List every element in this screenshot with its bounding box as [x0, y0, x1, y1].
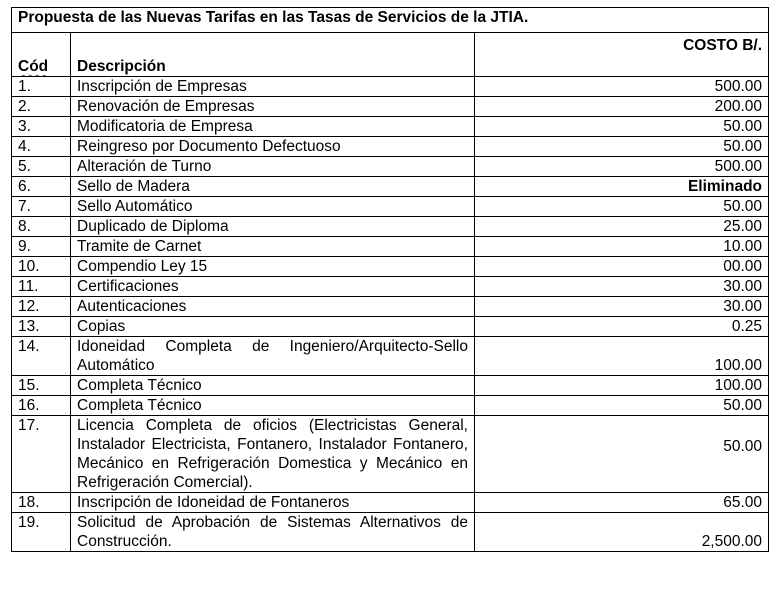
table-row [12, 157, 769, 177]
row-costo: 65.00 [475, 493, 769, 513]
row-descripcion: Sello Automático [71, 197, 475, 217]
row-cod: 10. [12, 257, 71, 277]
row-descripcion: Inscripción de Idoneidad de Fontaneros [71, 493, 475, 513]
table-row [12, 217, 769, 237]
table-row [12, 376, 769, 396]
row-descripcion: Alteración de Turno [71, 157, 475, 177]
table-row [12, 513, 769, 552]
row-cod: 4. [12, 137, 71, 157]
row-cod: 5. [12, 157, 71, 177]
row-costo: 50.00 [475, 197, 769, 217]
row-cod: 13. [12, 317, 71, 337]
row-cod: 16. [12, 396, 71, 416]
row-descripcion: Completa Técnico [71, 376, 475, 396]
row-cod: 11. [12, 277, 71, 297]
row-costo-eliminado: Eliminado [475, 177, 769, 197]
row-costo: 25.00 [475, 217, 769, 237]
row-cod: 19. [12, 513, 71, 552]
row-descripcion: Autenticaciones [71, 297, 475, 317]
title-row [12, 8, 769, 33]
row-descripcion: Certificaciones [71, 277, 475, 297]
row-costo: 200.00 [475, 97, 769, 117]
header-cod: Cód [12, 33, 71, 77]
row-cod: 15. [12, 376, 71, 396]
table-row [12, 117, 769, 137]
header-row [12, 33, 769, 77]
header-costo: COSTO B/. [475, 33, 769, 77]
table-row [12, 396, 769, 416]
table-row [12, 197, 769, 217]
table-row [12, 317, 769, 337]
row-costo: 500.00 [475, 77, 769, 97]
row-costo: 50.00 [475, 117, 769, 137]
table-row [12, 493, 769, 513]
row-costo: 50.00 [475, 396, 769, 416]
row-cod: 7. [12, 197, 71, 217]
row-costo: 100.00 [475, 337, 769, 376]
row-descripcion: Licencia Completa de oficios (Electricistas General, Instalador Electricista, Fontanero, Instalador Fontanero, Mecánico en Refrigeración Domestica y Mecánico en Refrigeración Comercial). [71, 416, 475, 493]
row-descripcion: Modificatoria de Empresa [71, 117, 475, 137]
row-descripcion: Solicitud de Aprobación de Sistemas Alternativos de Construcción. [71, 513, 475, 552]
row-costo: 50.00 [475, 416, 769, 493]
row-costo: 500.00 [475, 157, 769, 177]
row-cod: 9. [12, 237, 71, 257]
row-cod: 14. [12, 337, 71, 376]
table-row [12, 277, 769, 297]
row-descripcion: Reingreso por Documento Defectuoso [71, 137, 475, 157]
table-row [12, 177, 769, 197]
table-row [12, 77, 769, 97]
row-descripcion: Copias [71, 317, 475, 337]
row-costo: 0.25 [475, 317, 769, 337]
row-cod: 12. [12, 297, 71, 317]
tarifas-table [11, 7, 769, 552]
table-row [12, 137, 769, 157]
row-cod: 1. [12, 77, 71, 97]
table-row [12, 237, 769, 257]
table-row [12, 416, 769, 493]
row-costo: 30.00 [475, 297, 769, 317]
row-cod: 18. [12, 493, 71, 513]
row-cod: 17. [12, 416, 71, 493]
row-descripcion: Tramite de Carnet [71, 237, 475, 257]
row-costo: 00.00 [475, 257, 769, 277]
row-costo: 100.00 [475, 376, 769, 396]
row-descripcion: Sello de Madera [71, 177, 475, 197]
row-descripcion: Compendio Ley 15 [71, 257, 475, 277]
row-descripcion: Inscripción de Empresas [71, 77, 475, 97]
table-row [12, 97, 769, 117]
table-row [12, 337, 769, 376]
table-row [12, 297, 769, 317]
row-descripcion: Renovación de Empresas [71, 97, 475, 117]
table-row [12, 257, 769, 277]
row-descripcion: Idoneidad Completa de Ingeniero/Arquitecto-Sello Automático [71, 337, 475, 376]
row-costo: 10.00 [475, 237, 769, 257]
row-cod: 8. [12, 217, 71, 237]
row-descripcion: Duplicado de Diploma [71, 217, 475, 237]
row-costo: 2,500.00 [475, 513, 769, 552]
row-cod: 2. [12, 97, 71, 117]
table-title: Propuesta de las Nuevas Tarifas en las Tasas de Servicios de la JTIA. [12, 8, 769, 33]
row-descripcion: Completa Técnico [71, 396, 475, 416]
row-cod: 3. [12, 117, 71, 137]
row-costo: 30.00 [475, 277, 769, 297]
header-descripcion: Descripción [71, 33, 475, 77]
row-cod: 6. [12, 177, 71, 197]
row-costo: 50.00 [475, 137, 769, 157]
